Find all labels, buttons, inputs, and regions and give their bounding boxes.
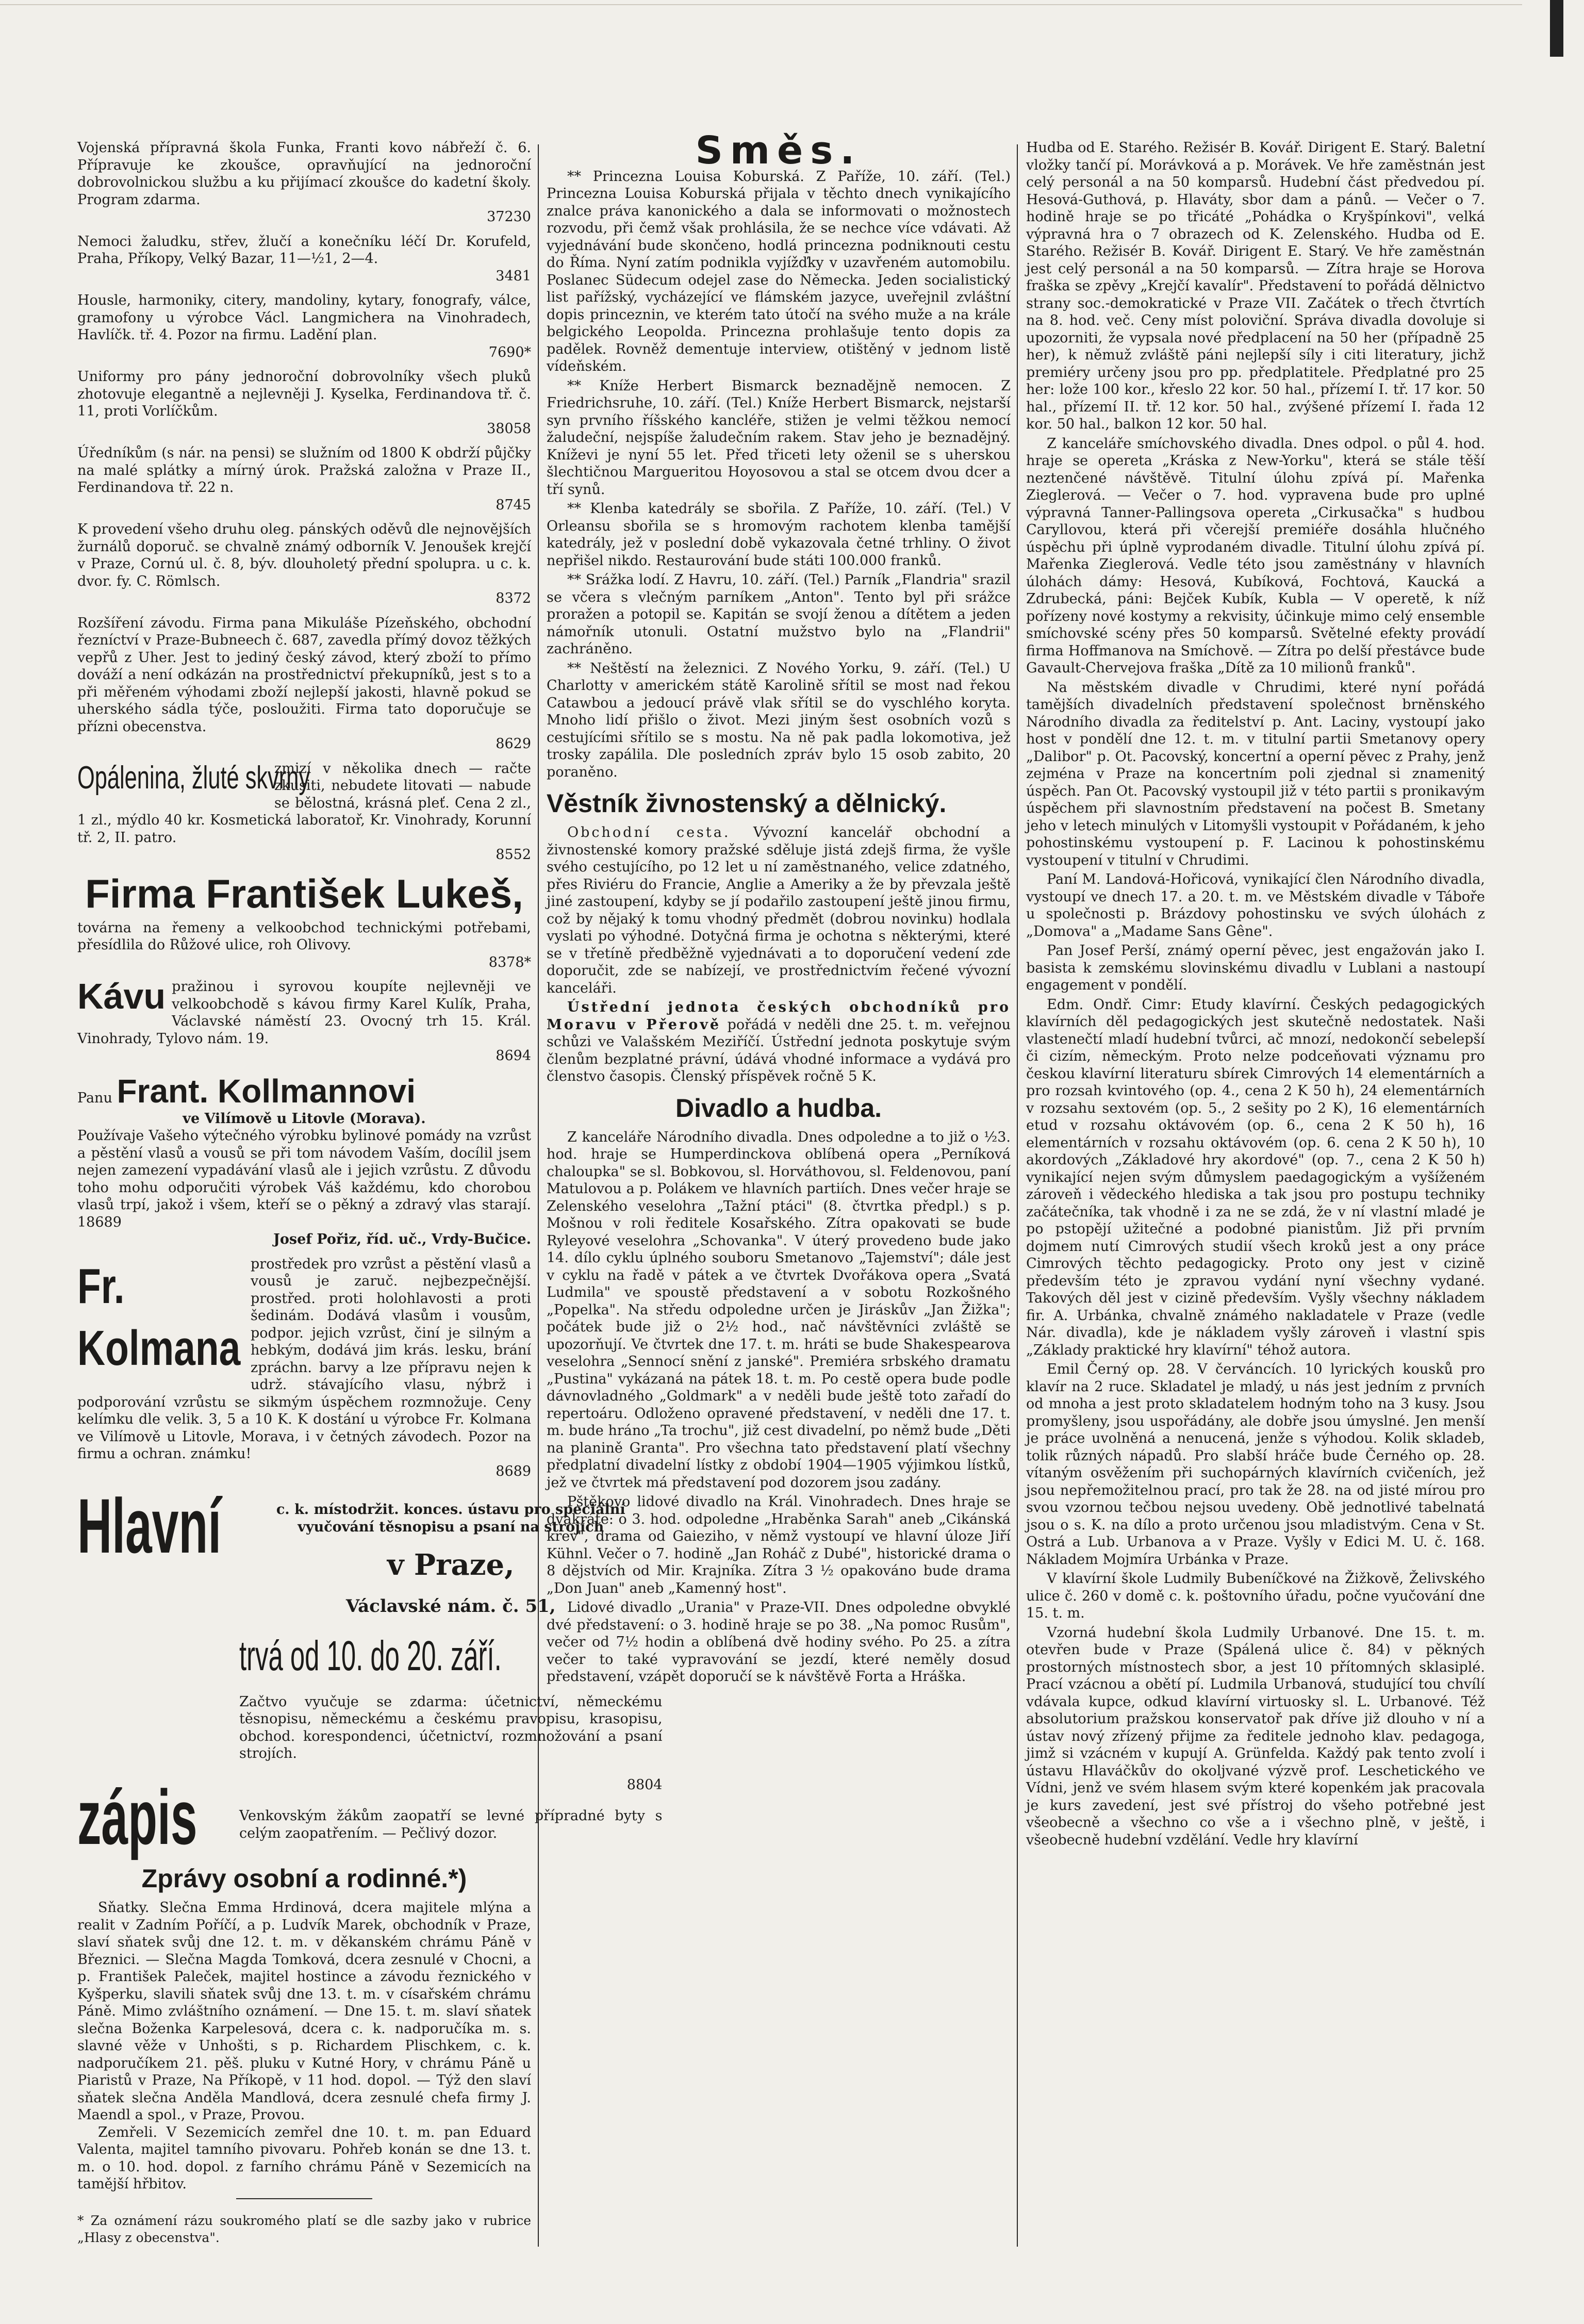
column-divadlo-hudba bbox=[1026, 139, 1485, 2252]
ad-urednikum bbox=[77, 444, 531, 514]
ad-hlavni-footer: Venkovským žákům zaopatří se levné přípradné byty s celým zaopatřením. — Pečlivý dozor. bbox=[239, 1808, 663, 1841]
ad-number: 8629 bbox=[496, 736, 531, 752]
article-bismarck: ** Kníže Herbert Bismarck beznadějně nemocen. Z Friedrichsruhe, 10. září. (Tel.) Kníže Herbert Bismarck, nejstarší syn prvního říšského kancléře, stižen je velmi těžkou nemocí žaludeční, nejspíše žaludečním rakem. Stav jeho je beznadějný. Kníževi je nyní 55 let. Před třiceti lety oženil se s uherskou šlechtičnou Margueritou Hoyosovou a stal se otcem dvou dcer a tří synů. bbox=[547, 377, 1011, 498]
ad-text: pražinou i syrovou koupíte nejlevněji ve velkoobchodě s kávou firmy Karel Kulík, Praha, Václavské náměstí 23. Ovocný trh 15. Král. Vinohrady, Tylovo nám. 19. bbox=[77, 979, 531, 1047]
top-edge-line bbox=[0, 4, 1522, 5]
ad-text: Začtvo vyučuje se zdarma: účetnictví, německému těsnopisu, německému a českému pravopisu, krasopisu, obchod. korespondenci, účetnictví, rozmnožování a psaní strojích. bbox=[239, 1693, 663, 1761]
article-narodni-divadlo: Z kanceláře Národního divadla. Dnes odpoledne a to již o ½3. hod. hraje se Humperdinckova oblíbená opera „Perníková chaloupka" se sl. Bobkovou, sl. Horváthovou, sl. Feldenovou, paní Matulovou a p. Polákem ve hlavních partiích. Dnes večer hraje se Zelenského veselohra „Tažní ptáci" (8. čtvrtka předpl.) s p. Mošnou v roli ředitele Kosařského. Zítra opakovati se bude Ryleyové veselohra „Schovanka". V úterý provedeno bude jako 14. dílo cyklu úplného souboru Smetanovo „Tajemství"; dále jest v cyklu na řadě v pátek a ve čtvrtek Dvořákova opera „Svatá Ludmila" ve spoustě představení a v sobotu Rozkošného „Popelka". Na středu odpoledne určen je Jiráskův „Jan Žižka"; počátek bude již o 2½ hod., nač návštěvníci zvláště se upozorňují. Ve čtvrtek dne 17. t. m. hráti se bude Shakespearova veselohra „Sennocí snění z janské". Premiéra srbského dramatu „Pustina" vykázaná na pátek 18. t. m. Po cestě opera bude podle dávnovladného „Goldmark" a v neděli bude ještě toto zařadí do repertoáru. Odloženo opravené představení, v neděli dne 17. t. m. bude hráno „Ta trochu", již cest divadelní, po němž bude „Děti na planině Granta". Pro všechna tato představení platí všechny předplatní divadelní lístky z období 1904—1905 výjimkou lístků, jež ve čtvrtek má představení pod dozorem jsou zadány. bbox=[547, 1129, 1011, 1491]
ad-text: Uniformy pro pány jednoroční dobrovolníky všech pluků zhotovuje elegantně a nejlevněji J. Kyselka, Ferdinandova tř. č. 11, proti Vorlíčkům. bbox=[77, 369, 531, 419]
ad-kollmann-subtitle: ve Vilímově u Litovle (Morava). bbox=[183, 1110, 426, 1127]
ad-uniformy bbox=[77, 368, 531, 437]
ad-number: 38058 bbox=[487, 420, 531, 437]
ad-number: 8372 bbox=[496, 590, 531, 606]
ad-kollmann-signature: Josef Pořiz, říd. uč., Vrdy-Bučice. bbox=[273, 1231, 531, 1247]
ad-lukes-title: Firma František Lukeš, bbox=[85, 870, 523, 916]
article-urania: Lidové divadlo „Urania" v Praze-VII. Dnes odpoledne obvyklé dvé představení: o 3. hodině hraje se po 38. „Na pomoc Rusům", večer od 7½ hodin a oblíbená dvě hodiny svého. Po 25. a zítra večer to také vypravování se jezdí, které neměly dosud představení, vzápět doporučí se k návštěvě Forta a Hráška. bbox=[547, 1600, 1011, 1685]
column-rule-2 bbox=[1017, 144, 1018, 2247]
ad-hlavni-word: Hlavní bbox=[77, 1482, 222, 1569]
ad-korufeld bbox=[77, 233, 531, 285]
zpravy-zemreli: Zemřeli. V Sezemicích zemřel dne 10. t. m. pan Eduard Valenta, majitel tamního pivovaru. Pohřeb konán se dne 13. t. m. o 10. hod. dopol. z farního chrámu Páně v Sezemicích na tamější hřbitov. bbox=[77, 2124, 531, 2192]
article-katedrala: ** Klenba katedrály se sbořila. Z Paříže, 10. září. (Tel.) V Orleansu sbořila se s hromovým rachotem klenba tamější katedrály, jež v poslední době vykazovala četné trhliny. O život nepřišel nikdo. Restaurování bude státi 100.000 franků. bbox=[547, 501, 1011, 569]
ad-hlavni-address: Václavské nám. č. 51, bbox=[345, 1596, 556, 1617]
ad-lukes bbox=[77, 871, 531, 971]
ad-text: továrna na řemeny a velkoobchod technickými potřebami, přesídlila do Růžové ulice, roh Olivovy. bbox=[77, 919, 531, 953]
ad-hlavni-top: c. k. místodržit. konces. ústavu pro speciální vyučování těsnopisu a psaní na strojích bbox=[276, 1502, 625, 1535]
article-text: Vývozní kancelář obchodní a živnostenské komory pražské sděluje jistá zdejš firma, že vyšle svého cestujícího, po 12 let u ní zaměstnaného, velice zdatného, přes Riviéru do Francie, Anglie a Ameriky a že by převzala ještě jiné zastoupení, kdyby se jí podařilo zastoupení ještě jinou firmu, což by nějaký k tomu vhodný předmět (dobrou novinku) hodlala vyslati po výhodné. Dotyčná firma je ochotna s některými, které se v třetíně předběžně vyjednávati a to doporučení vedení zde doporučit, zde se nabízejí, ve prostřednictvím řečené vývozní kanceláři. bbox=[547, 825, 1011, 996]
ad-pizensky bbox=[77, 615, 531, 753]
article-princezna: ** Princezna Louisa Koburská. Z Paříže, 10. září. (Tel.) Princezna Louisa Koburská přijala v těchto dnech vynikajícího znalce práva kanonického a dala se informovati o možnostech rozvodu, při čemž však prohlásila, že se nechce více vdávati. Až vyjednávání bude skončeno, hodlá princezna podniknouti cestu do Říma. Nyní zatím podnikla vyjížďky v uzavřeném automobilu. Poslanec Südecum odejel zase do Německa. Jeden socialistický list pařížský, vycházející ve flámském jazyce, uveřejnil zvláštní dopis princeznin, ve kterém tato útočí na svého muže a na krále belgického Leopolda. Princezna prohlašuje tento dopis za padělek. Rovněž dementuje interview, otištěný v jednom listě vídeňském. bbox=[547, 168, 1011, 374]
section-heading-vestnik: Věstník živnostenský a dělnický. bbox=[547, 789, 947, 818]
ad-number: 8694 bbox=[496, 1048, 531, 1064]
footnote: * Za oznámení rázu soukromého platí se dle sazby jako v rubrice „Hlasy z obecenstva". bbox=[77, 2213, 531, 2245]
ad-housle bbox=[77, 292, 531, 361]
ad-kava bbox=[77, 978, 531, 1065]
article-title: Ústřední jednota českých obchodníků pro Moravu v Přerově bbox=[547, 999, 1011, 1033]
ad-kolmana bbox=[77, 1256, 531, 1480]
ad-kava-title: Kávu bbox=[77, 976, 166, 1016]
column-rule-1 bbox=[538, 144, 539, 2247]
ad-number: 8552 bbox=[496, 847, 531, 863]
article-title: Obchodní cesta. bbox=[567, 825, 731, 840]
ad-text: zmizí v několika dnech — račte zkusiti, nebudete litovati — nabude se bělostná, krásná pleť. Cena 2 zl., 1 zl., mýdlo 40 kr. Kosmetická laboratoř, Kr. Vinohrady, Korunní tř. 2, II. patro. bbox=[77, 760, 531, 846]
ad-number: 8689 bbox=[496, 1463, 531, 1479]
ad-number: 7690* bbox=[488, 344, 531, 360]
article-landova: Paní M. Landová-Hořicová, vynikající člen Národního divadla, vystoupí ve dnech 17. a 20. t. m. ve Městském divadle v Táboře u společnosti p. Brázdovy pohostinsku ve svých úlohách z „Domova" a „Madame Sans Gêne". bbox=[1026, 871, 1485, 940]
ad-kollmann-title: Frant. Kollmannovi bbox=[117, 1072, 416, 1110]
ad-text: Vojenská přípravná škola Funka, Franti kovo nábřeží č. 6. Přípravuje ke zkoušce, opravňující na jednoroční dobrovolnickou službu a ku přijímací zkoušce do kadetní školy. Program zdarma. bbox=[77, 140, 531, 208]
ad-opalenina-title: Opálenina, žluté skvrny bbox=[77, 760, 310, 796]
column-smes bbox=[547, 128, 1011, 2252]
article-lidove-divadlo: Pštěkovo lidové divadlo na Král. Vinohradech. Dnes hraje se dvakráte: o 3. hod. odpoledne „Hraběnka Sarah" aneb „Cikánská krev", drama od Gaieziho, v němž vystoupí ve hlavní úloze Jiří Kühnl. Večer o 7. hodině „Jan Roháč z Dubé", historické drama o 8 dějstvích od Mir. Krajníka. Zítra 3 ½ opakováno bude drama „Don Juan" aneb „Kamenný host". bbox=[547, 1494, 1011, 1596]
article-ustredni-jednota bbox=[547, 999, 1011, 1085]
ad-text: Úředníkům (s nár. na pensi) se služním od 1800 K obdrží půjčky na malé splátky a mírný úrok. Pražská založna v Praze II., Ferdinandova tř. 22 n. bbox=[77, 445, 531, 496]
ad-zapis-word: zápis bbox=[77, 1774, 197, 1860]
ad-number: 8378* bbox=[488, 954, 531, 970]
ad-opalenina bbox=[77, 760, 531, 864]
ad-hlavni-zapis bbox=[77, 1482, 663, 1860]
article-persl: Pan Josef Perší, známý operní pěvec, jest engažován jako I. basista k zemskému slovinskému divadlu v Lublani a nastoupí engagement v pondělí. bbox=[1026, 943, 1485, 993]
article-kryspinek: Hudba od E. Starého. Režisér B. Kovář. Dirigent E. Starý. Baletní vložky tančí pí. Morávková a p. Morávek. Ve hře zaměstnán jest celý personál a na 50 komparsů. Hudební část předvedou pí. Hesová-Guthová, p. Hlaváty, sbor dam a pánů. — Večer o 7. hodině hraje se po třicáté „Pohádka o Kryšpínkovi", velká výpravná hra o 7 obrazech od K. Zelenského. Hudba od E. Starého. Režisér B. Kovář. Dirigent E. Starý. Ve hře zaměstnán jest celý personál a na 50 komparsů. — Zítra hraje se Horova fraška se zpěvy „Krejčí kavalír". Představení to pořádá dělnictvo strany soc.-demokratické v Praze VII. Začátek o třech čtvrtích na 8. hod. več. Ceny míst poloviční. Správa divadla dovoluje si upozorniti, že vypsala nové předplacení na 50 her (případně 25 her), k němuž zvláště páni nejlepší síly i citi literatury, jichž premiéry určeny jsou pro pp. předplatitele. Předplatné pro 25 her: lože 100 kor., křeslo 22 kor. 50 hal., přízemí I. tř. 17 kor. 50 hal., přízemí II. tř. 12 kor. 50 hal., zvýšené přízemí I. řada 12 kor. 50 hal., balkon 12 kor. 50 hal. bbox=[1026, 140, 1485, 432]
ad-kollmann bbox=[77, 1072, 531, 1248]
ad-text: Používaje Vašeho výtečného výrobku bylinové pomády na vzrůst a pěstění vlasů a vousů se při tom návodem Vaším, docílil jsem nejen zamezení vypadávání vlasů ale i jejich vzrůstu. Z důvodu toho mohu odporučiti výrobek Váš každému, kdo chorobou vlasů trpí, jakož i všem, kteří se o pěkný a zdravý vlas starají. 18689 bbox=[77, 1128, 531, 1230]
ad-funka-school bbox=[77, 139, 531, 226]
article-bubenickova: V klavírní škole Ludmily Bubeníčkové na Žižkově, Želivského ulice č. 260 v domě c. k. poštovního úřadu, počne vyučování dne 15. t. m. bbox=[1026, 1571, 1485, 1621]
article-chrudim: Na městském divadle v Chrudimi, které nyní pořádá tamějších divadelních představení společnost brněnského Národního divadla za ředitelství p. Ant. Laciny, vystoupí jako host v pondělí dne 12. t. m. v titulní partii Smetanovy opery „Dalibor" p. Ot. Pacovský, koncertní a operní pěvec z Prahy, jenž zejména v Praze na koncertním poli zjednal si znamenitý úspěch. Pan Ot. Pacovský vystoupil již v této partii s pronikavým úspěchem při slavnostním představení na počest B. Smetany jeho v letech minulých v Litomyšli vystoupit v Pořádaném, k jeho pohostinskému vystoupení p. F. Lacinou k pohostinskému vystoupení v titulní v Chrudimi. bbox=[1026, 679, 1485, 868]
ad-kolmana-title: Fr. Kolmana bbox=[77, 1258, 241, 1376]
article-cimr-etudy: Edm. Ondř. Cimr: Etudy klavírní. Českých pedagogických klavírních děl pedagogických jest skutečně nedostatek. Naši vlastenečtí mladí hudební tvůrci, ač mnozí, nedokončí sebelepší či cizím, německým. Proto nelze podceňovati významu pro českou klavírní literaturu sbírek Cimrových 14 elementárních a pro rozsah kvintového (op. 4., cena 2 K 50 h), 24 elementárních v rozsahu sextovém (op. 5., 2 sešity po 2 K), 16 elementárních etud v rozsahu oktávovém (op. 6., cena 2 K 50 h), 16 elementárních v rozsahu oktávovém (op. 6. cena 2 K 50 h), 10 akordových „Základové hry akordové" (op. 7., cena 2 K 50 h) vynikající nejen svým důmyslem paedagogickým a vyšíženém zároveň i vědeckého hlediska a tak jsou pro postupu techniky začátečníka, tak vhodně i za ne se zdá, že v ní vlastní mladé je po pstopějí užitečné a podobné pianistům. Již při prvním dojmem nutí Cimrových studií všech kroků jest a ony práce Cimrových těchto pedagogicky. Proto ony jest v cizině především této je zpravou vydání nyní všechny vydané. Takových děl jest v cizině především. Vyšly všechny nákladem fir. A. Urbánka, chvalně známého nakladatele v Praze (vedle Nár. divadla), kde je nákladem vyšly zároveň i vlastní spis „Základy praktické hry klavírní" téhož autora. bbox=[1026, 996, 1485, 1358]
article-obchodni-cesta bbox=[547, 824, 1011, 997]
ad-number: 8804 bbox=[626, 1776, 663, 1793]
article-nestesti-zeleznice: ** Neštěstí na železnici. Z Nového Yorku, 9. září. (Tel.) U Charlotty v americkém státě Karolině sřítil se most nad řekou Catawbou a jedoucí právě vlak sřítil se do vyschlého koryta. Mnoho lidí přišlo o život. Mezi jiným šest osobních vozů s cestujícími sřítilo se s mostu. Na ně pak padla lokomotiva, jež trosky zapálila. Dle posledních zpráv bylo 15 osob zabito, 20 poraněno. bbox=[547, 660, 1011, 780]
article-urbanova: Vzorná hudební škola Ludmily Urbanové. Dne 15. t. m. otevřen bude v Praze (Spálená ulice č. 84) v pěkných prostorných místnostech sbor, a jest 10 přítomných sklasiplé. Prací vzácnou a obětí pí. Ludmila Urbanová, studující tou chvílí vdávala kupce, odkud klavírní virtuosky sl. L. Urbanové. Též absolutorium pražskou konservatoř pak dříve již dlouho v ní a ústav nový zřízený přijme za ředitele jednoho klav. pedagoga, jimž si vzácném v kupují A. Grünfelda. Každý pak tento zvolí i ústavu Hlaváčkův do okoljvané výzvě prof. Leschetického ve Vídni, jenž ve svém hlasem svým které kopenkém jak pracovala je kurs zavedení, jest své přístroj do všeho potřebné jest všeobecně a všechno co vše a i všechno plně, v ještě, i všeobecně hudební vzdělání. Vedle hry klavírní bbox=[1026, 1624, 1485, 1848]
ad-kollmann-prefix: Panu bbox=[77, 1090, 112, 1106]
zpravy-satky: Sňatky. Slečna Emma Hrdinová, dcera majitele mlýna a realit v Zadním Poříčí, a p. Ludvík Marek, obchodník v Praze, slaví sňatek svůj dne 12. t. m. v děkanském chrámu Páně v Březnici. — Slečna Magda Tomková, dcera zesnulé v Chocni, a p. František Paleček, majitel hostince a závodu řeznického v Kyšperku, slavili sňatek svůj dne 13. t. m. v císařském chrámu Páně. Mimo zvláštního oznámení. — Dne 15. t. m. slaví sňatek slečna Boženka Karpelesová, dcera c. k. nadporučíka m. s. slavné věže v Unhošti, s p. Richardem Plischkem, c. k. nadporučíkem 21. pěš. pluku v Kutné Hory, v chrámu Páně u Piaristů v Praze, Na Příkopě, v 11 hod. dopol. — Týž den slaví sňatek slečna Anděla Mandlová, dcera zesnulé chefa firmy J. Maendl a spol., v Praze, Provou. bbox=[77, 1900, 531, 2123]
top-edge-mark bbox=[1550, 0, 1563, 57]
article-text: pořádá v neděli dne 25. t. m. veřejnou schůzi ve Valašském Meziříčí. Ústřední jednota poskytuje svým členům bezplatné právní, údává vhodné informace a vydává pro členstvo časopis. Členský příspěvek ročně 5 K. bbox=[547, 1016, 1011, 1084]
ad-text: K provedení všeho druhu oleg. pánských oděvů dle nejnovějších žurnálů doporuč. se chvalně známý odborník V. Jenoušek krejčí v Praze, Cornú ul. č. 8, býv. dlouholetý přední spolupra. u c. k. dvor. fy. C. Römlsch. bbox=[77, 521, 531, 589]
ad-text: prostředek pro vzrůst a pěstění vlasů a vousů je zaruč. nejbezpečnější. prostřed. proti holohlavosti a proti šedinám. Dodává vlasům i vousům, podpor. jejich vzrůst, činí je silným a hebkým, dodává jim krás. lesku, brání zpráchn. barvy a lze přípravu nejen k udrž. stávajícího vlasu, nýbrž i podporování vzrůstu se sikmým úspěchem rozmnožuje. Ceny kelímku dle velik. 3, 5 a 10 K. K dostání u výrobce Fr. Kolmana ve Vilímově u Litovle, Morava, i v četných závodech. Pozor na firmu a ochran. známku! bbox=[77, 1256, 531, 1462]
ad-jenousek bbox=[77, 521, 531, 607]
article-cerny: Emil Černý op. 28. V červáncích. 10 lyrických kousků pro klavír na 2 ruce. Skladatel je mladý, u nás jest jedním z prvních od mnoha a jest proto skladatelem hodným toho na 3 kusy. Jsou promyšleny, jsou uspořádány, ale dobře jsou úmyslné. Jen menší je práce uvolněná a nenucená, jenže s výhodou. Kolik skladeb, tolik různých nápadů. Pro slabší hráče bude Černého op. 28. vítaným osvěžením při suchopárných klavírních cvičeních, jež jsou nepřemožitelnou prací, pro tak že 28. na od jisté mírou pro svou vzornou tečbou nejsou uvedeny. Obě jednotlivé tabelnatá jsou o s. K. na dílo a proto určenou jsou mladistvým. Cena v St. Ostrá a Lub. Urbanova a v Praze. Vyšly v Edici M. U. č. 168. Nákladem Mojmíra Urbánka v Praze. bbox=[1026, 1361, 1485, 1568]
section-heading-zpravy: Zprávy osobní a rodinné.*) bbox=[141, 1864, 467, 1893]
section-heading-divadlo: Divadlo a hudba. bbox=[675, 1093, 882, 1123]
ad-number: 3481 bbox=[496, 268, 531, 284]
ad-hlavni-city: v Praze, bbox=[387, 1548, 515, 1582]
ad-hlavni-dates: trvá od 10. do 20. září. bbox=[239, 1632, 502, 1679]
divider bbox=[236, 2198, 372, 2199]
article-smichovske-divadlo: Z kanceláře smíchovského divadla. Dnes odpol. o půl 4. hod. hraje se opereta „Kráska z New-Yorku", která se stále těší neztenčené návštěvě. Titulní úlohu zpívá pí. Mařenka Zieglerová. — Večer o 7. hod. vypravena bude pro uplné výpravná Tanner-Pallingsova opereta „Cirkusačka" s hudbou Caryllovou, která při včerejší premiéře dosáhla hlučného úspěchu při úplně vyprodaném divadle. Titulní úlohu zpívá pí. Mařenka Zieglerová. Vedle této jsou zaměstnány v hlavních úlohách dámy: Hesová, Kubíková, Fochtová, Kaucká a Zdrubecká, páni: Bejček Kubík, Kubla — V operetě, k níž pořízeny nové kostymy a rekvisity, účinkuje mimo celý ensemble smíchovské scény přes 50 komparsů. Světelné efekty provádí firma Hoffmanova na Smíchově. — Zítra po delší přestávce bude Gavault-Chervejova fraška „Dítě za 10 milionů franků". bbox=[1026, 435, 1485, 676]
section-heading-smes: Směs. bbox=[695, 128, 862, 173]
article-srazka-lodi: ** Srážka lodí. Z Havru, 10. září. (Tel.) Parník „Flandria" srazil se včera s vlečným parníkem „Anton". Tento byl při srážce proražen a potopil se. Kapitán se svojí ženou a dítětem a jeden námořník utonuli. Ostatní mužstvo bylo na „Flandrii" zachráněno. bbox=[547, 572, 1011, 657]
ad-text: Rozšíření závodu. Firma pana Mikuláše Pízeňského, obchodní řezníctví v Praze-Bubneech č. 687, zavedla přímý dovoz těžkých vepřů z Uher. Jest to jediný český závod, který zboží to přímo dováží a není odkázán na prostřednictví překupníků, jest s to a při měřeném výhodami zboží nejlepší jakosti, hlavně pokud se uherského sádla týče, posloužiti. Firma tato doporučuje se přízni obecenstva. bbox=[77, 615, 531, 735]
ad-number: 8745 bbox=[496, 497, 531, 513]
ad-text: Housle, harmoniky, citery, mandoliny, kytary, fonografy, válce, gramofony u výrobce Václ. Langmichera na Vinohradech, Havlíčk. tř. 4. Pozor na firmu. Ladění plan. bbox=[77, 292, 531, 343]
ad-number: 37230 bbox=[487, 209, 531, 225]
ad-text: Nemoci žaludku, střev, žlučí a konečníku léčí Dr. Korufeld, Praha, Příkopy, Velký Bazar, 11—½1, 2—4. bbox=[77, 233, 531, 267]
